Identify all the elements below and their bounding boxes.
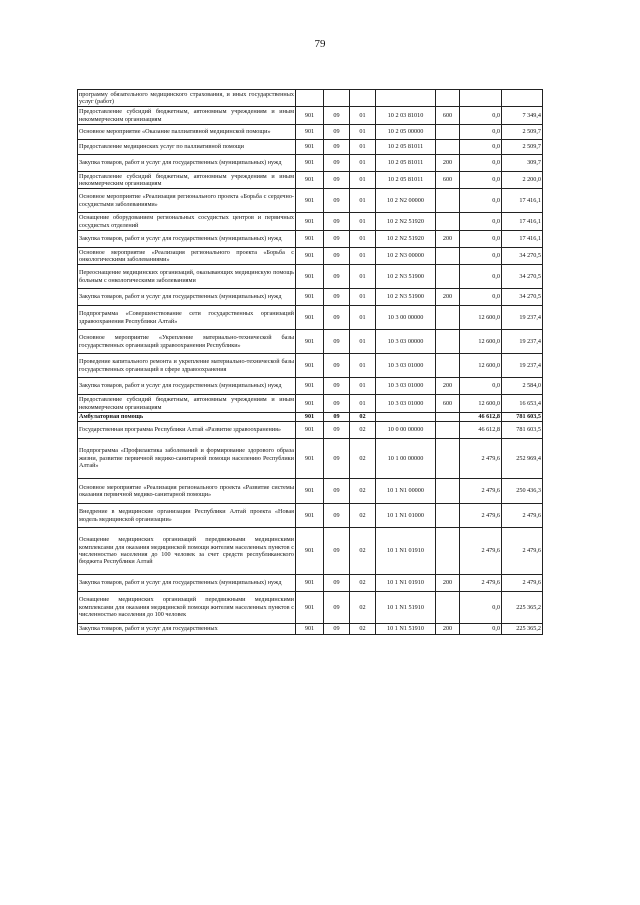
table-row <box>78 479 543 504</box>
table-cell-subsection: 01 <box>350 248 376 265</box>
table-cell-subsection: 01 <box>350 354 376 378</box>
table-cell-subsection: 01 <box>350 213 376 231</box>
table-row <box>78 592 543 624</box>
table-cell-amount-1: 0,0 <box>460 378 502 395</box>
table-cell-ministry: 901 <box>296 528 324 575</box>
table-cell-expense-type <box>436 528 460 575</box>
table-cell-amount-1: 2 479,6 <box>460 439 502 479</box>
table-cell-amount-1: 2 479,6 <box>460 479 502 504</box>
table-cell-amount-1: 0,0 <box>460 265 502 289</box>
table-cell-target-code: 10 1 N1 51910 <box>376 624 436 635</box>
table-cell-expense-type: 200 <box>436 575 460 592</box>
table-row <box>78 624 543 635</box>
table-cell-subsection: 01 <box>350 125 376 140</box>
table-cell-name: Переоснащение медицинских организаций, оказывающих медицинскую помощь больным с онкологическими заболеваниями <box>78 265 296 289</box>
table-cell-amount-2: 2 479,6 <box>502 528 543 575</box>
table-cell-section: 09 <box>324 140 350 155</box>
table-row <box>78 289 543 306</box>
table-row <box>78 413 543 422</box>
table-cell-ministry: 901 <box>296 422 324 439</box>
table-cell-target-code: 10 3 00 00000 <box>376 306 436 330</box>
table-cell-target-code: 10 2 03 81010 <box>376 107 436 125</box>
table-cell-amount-1: 12 600,0 <box>460 354 502 378</box>
table-cell-subsection: 01 <box>350 378 376 395</box>
table-cell-name: Государственная программа Республики Алтай «Развитие здравоохранения» <box>78 422 296 439</box>
table-cell-subsection: 02 <box>350 592 376 624</box>
table-cell-section: 09 <box>324 439 350 479</box>
table-cell-amount-1: 2 479,6 <box>460 504 502 528</box>
table-cell-ministry: 901 <box>296 172 324 189</box>
table-cell-ministry: 901 <box>296 413 324 422</box>
table-row <box>78 107 543 125</box>
table-cell-ministry: 901 <box>296 306 324 330</box>
table-cell-subsection: 02 <box>350 504 376 528</box>
table-cell-name: Оснащение медицинских организаций передвижными медицинскими комплексами для оказания медицинской помощи жителям населенных пунктов с численностью населения до 100 человек <box>78 592 296 624</box>
table-cell-subsection: 01 <box>350 107 376 125</box>
table-cell-amount-1: 46 612,8 <box>460 413 502 422</box>
table-row <box>78 189 543 213</box>
table-cell-amount-1: 0,0 <box>460 289 502 306</box>
table-row <box>78 422 543 439</box>
table-cell-amount-1: 12 600,0 <box>460 306 502 330</box>
table-cell-subsection: 02 <box>350 528 376 575</box>
table-cell-amount-1: 0,0 <box>460 155 502 172</box>
table-cell-amount-2: 2 584,0 <box>502 378 543 395</box>
table-cell-name: Основное мероприятие «Оказание паллиативной медицинской помощи» <box>78 125 296 140</box>
table-row <box>78 528 543 575</box>
table-row <box>78 504 543 528</box>
table-cell-name: Закупка товаров, работ и услуг для государственных (муниципальных) нужд <box>78 575 296 592</box>
table-cell-name: программу обязательного медицинского страхования, и иных государственных услуг (работ) <box>79 90 294 105</box>
table-cell-name: Оснащение оборудованием региональных сосудистых центров и первичных сосудистых отделений <box>79 214 294 229</box>
table-cell-subsection: 01 <box>350 289 376 306</box>
table-cell-subsection: 02 <box>350 575 376 592</box>
table-cell-amount-2: 16 653,4 <box>502 395 543 413</box>
table-cell-amount-1: 46 612,8 <box>460 422 502 439</box>
table-cell-expense-type: 200 <box>436 289 460 306</box>
table-cell-section: 09 <box>324 624 350 635</box>
table-cell-amount-2: 17 416,1 <box>502 231 543 248</box>
table-cell-expense-type: 600 <box>436 395 460 413</box>
table-cell-amount-1: 2 479,6 <box>460 528 502 575</box>
table-row <box>78 155 543 172</box>
table-row <box>78 354 543 378</box>
table-cell-subsection: 01 <box>350 140 376 155</box>
table-row <box>78 140 543 155</box>
table-row <box>78 575 543 592</box>
table-body <box>78 90 543 635</box>
table-row <box>78 378 543 395</box>
table-cell-section: 09 <box>324 289 350 306</box>
table-cell-amount-2: 781 603,5 <box>502 422 543 439</box>
table-row <box>78 172 543 189</box>
table-cell-amount-1 <box>460 90 502 107</box>
table-cell-section: 09 <box>324 125 350 140</box>
table-cell-expense-type <box>436 265 460 289</box>
table-cell-amount-1: 12 600,0 <box>460 395 502 413</box>
table-row <box>78 265 543 289</box>
table-cell-ministry: 901 <box>296 354 324 378</box>
table-cell-ministry: 901 <box>296 395 324 413</box>
table-cell-expense-type <box>436 125 460 140</box>
table-row <box>78 248 543 265</box>
table-cell-expense-type <box>436 306 460 330</box>
table-cell-name: Закупка товаров, работ и услуг для государственных <box>78 624 296 635</box>
table-cell-section: 09 <box>324 504 350 528</box>
page-number: 79 <box>314 38 326 50</box>
table-cell-expense-type <box>436 90 460 107</box>
table-cell-section: 09 <box>324 330 350 354</box>
table-cell-amount-2: 250 436,3 <box>502 479 543 504</box>
table-cell-target-code: 10 2 N2 51920 <box>376 213 436 231</box>
table-cell-expense-type <box>436 330 460 354</box>
table-cell-target-code: 10 1 N1 01910 <box>376 528 436 575</box>
table-cell-ministry: 901 <box>296 504 324 528</box>
table-cell-amount-2: 781 603,5 <box>502 413 543 422</box>
table-cell-name: Подпрограмма «Совершенствование сети государственных организаций здравоохранения Республики Алтай» <box>78 306 296 330</box>
table-cell-target-code <box>376 90 436 107</box>
table-cell-ministry: 901 <box>296 289 324 306</box>
table-cell-amount-1: 12 600,0 <box>460 330 502 354</box>
table-row <box>78 439 543 479</box>
table-cell-expense-type <box>436 189 460 213</box>
table-cell-section: 09 <box>324 592 350 624</box>
table-cell-expense-type <box>436 354 460 378</box>
table-cell-amount-2: 2 509,7 <box>502 125 543 140</box>
table-cell-target-code: 10 3 03 01000 <box>376 354 436 378</box>
table-cell-amount-2: 225 365,2 <box>502 592 543 624</box>
table-cell-section: 09 <box>324 265 350 289</box>
table-cell-expense-type <box>436 439 460 479</box>
table-cell-name: Предоставление субсидий бюджетным, автономным учреждениям и иным некоммерческим организациям <box>79 108 294 123</box>
table-cell-name: Подпрограмма «Профилактика заболеваний и формирование здорового образа жизни, развитие первичной медико-санитарной помощи населению Республики Алтай» <box>78 439 296 479</box>
table-cell-section: 09 <box>324 528 350 575</box>
table-cell-name: Закупка товаров, работ и услуг для государственных (муниципальных) нужд <box>78 231 296 248</box>
table-row <box>78 306 543 330</box>
table-cell-section: 09 <box>324 413 350 422</box>
table-cell-target-code: 10 1 N1 51910 <box>376 592 436 624</box>
table-cell-ministry: 901 <box>296 231 324 248</box>
table-cell-subsection: 02 <box>350 439 376 479</box>
table-cell-subsection: 02 <box>350 624 376 635</box>
table-cell-section: 09 <box>324 213 350 231</box>
table-cell-expense-type <box>436 422 460 439</box>
table-cell-subsection: 01 <box>350 395 376 413</box>
table-cell-ministry: 901 <box>296 592 324 624</box>
table-cell-target-code: 10 2 N2 51920 <box>376 231 436 248</box>
table-cell-amount-1: 0,0 <box>460 231 502 248</box>
table-cell-expense-type: 200 <box>436 231 460 248</box>
table-cell-amount-2: 309,7 <box>502 155 543 172</box>
table-cell-amount-1: 0,0 <box>460 213 502 231</box>
table-cell-target-code: 10 1 N1 00000 <box>376 479 436 504</box>
table-cell-ministry: 901 <box>296 213 324 231</box>
table-cell-target-code: 10 0 00 00000 <box>376 422 436 439</box>
table-cell-name: Основное мероприятие «Реализация регионального проекта «Развитие системы оказания первичной медико-санитарной помощи» <box>78 479 296 504</box>
table-cell-amount-2: 2 509,7 <box>502 140 543 155</box>
table-cell-ministry: 901 <box>296 330 324 354</box>
table-cell-name: Закупка товаров, работ и услуг для государственных (муниципальных) нужд <box>78 289 296 306</box>
table-cell-target-code: 10 2 05 81011 <box>376 172 436 189</box>
table-cell-subsection: 02 <box>350 422 376 439</box>
table-cell-amount-2: 34 270,5 <box>502 265 543 289</box>
table-cell-name: Внедрение в медицинские организации Республики Алтай проекта «Новая модель медицинской организации» <box>78 504 296 528</box>
table-cell-name: Амбулаторная помощь <box>78 413 296 422</box>
table-cell-expense-type: 600 <box>436 172 460 189</box>
table-cell-target-code: 10 2 N2 00000 <box>376 189 436 213</box>
table-cell-ministry: 901 <box>296 125 324 140</box>
table-cell-amount-1: 0,0 <box>460 248 502 265</box>
table-cell-amount-1: 0,0 <box>460 107 502 125</box>
table-cell-name: Предоставление субсидий бюджетным, автономным учреждениям и иным некоммерческим организациям <box>79 396 294 411</box>
table-cell-section: 09 <box>324 189 350 213</box>
table-cell-name: Основное мероприятие «Реализация регионального проекта «Борьба с онкологическими заболеваниями» <box>79 248 294 263</box>
table-cell-name: Закупка товаров, работ и услуг для государственных (муниципальных) нужд <box>78 155 296 172</box>
table-cell-section: 09 <box>324 354 350 378</box>
table-cell-amount-2: 2 479,6 <box>502 504 543 528</box>
table-cell-name: Оснащение медицинских организаций передвижными медицинскими комплексами для оказания медицинской помощи жителям населенных пунктов с численностью населения до 100 человек за счет средств республиканского бюджета Республики Алтай <box>78 528 296 575</box>
table-cell-expense-type <box>436 413 460 422</box>
table-cell-subsection: 01 <box>350 155 376 172</box>
table-cell-name: Основное мероприятие «Укрепление материально-технической базы государственных организаций здравоохранения Республики» <box>78 330 296 354</box>
table-cell-name: Предоставление субсидий бюджетным, автономным учреждениям и иным некоммерческим организациям <box>79 172 294 187</box>
table-cell-amount-2: 19 237,4 <box>502 354 543 378</box>
budget-table <box>77 89 543 635</box>
table-cell-section <box>324 90 350 107</box>
table-cell-ministry: 901 <box>296 248 324 265</box>
table-cell-amount-1: 2 479,6 <box>460 575 502 592</box>
table-cell-expense-type: 200 <box>436 624 460 635</box>
table-cell-section: 09 <box>324 107 350 125</box>
table-cell-amount-2 <box>502 90 543 107</box>
table-cell-amount-2: 19 237,4 <box>502 306 543 330</box>
table-cell-section: 09 <box>324 155 350 172</box>
table-cell-amount-2: 7 349,4 <box>502 107 543 125</box>
table-cell-target-code: 10 3 03 01000 <box>376 395 436 413</box>
table-cell-subsection: 01 <box>350 231 376 248</box>
table-cell-ministry: 901 <box>296 378 324 395</box>
table-cell-section: 09 <box>324 248 350 265</box>
table-cell-target-code: 10 2 N3 00000 <box>376 248 436 265</box>
table-cell-ministry: 901 <box>296 265 324 289</box>
table-cell-expense-type <box>436 140 460 155</box>
table-cell-amount-2: 17 416,1 <box>502 213 543 231</box>
table-cell-subsection: 01 <box>350 265 376 289</box>
table-cell-amount-1: 0,0 <box>460 140 502 155</box>
table-cell-target-code: 10 2 N3 51900 <box>376 265 436 289</box>
table-cell-amount-2: 252 969,4 <box>502 439 543 479</box>
table-cell-amount-2: 2 200,0 <box>502 172 543 189</box>
table-cell-target-code: 10 2 05 81011 <box>376 155 436 172</box>
table-cell-subsection: 02 <box>350 413 376 422</box>
table-cell-ministry: 901 <box>296 107 324 125</box>
table-cell-amount-2: 19 237,4 <box>502 330 543 354</box>
table-cell-ministry: 901 <box>296 479 324 504</box>
table-row <box>78 330 543 354</box>
table-cell-target-code: 10 1 N1 01000 <box>376 504 436 528</box>
table-cell-ministry: 901 <box>296 439 324 479</box>
table-cell-section: 09 <box>324 422 350 439</box>
table-cell-target-code: 10 1 00 00000 <box>376 439 436 479</box>
table-cell-section: 09 <box>324 306 350 330</box>
table-row <box>78 125 543 140</box>
table-cell-expense-type: 200 <box>436 378 460 395</box>
table-cell-expense-type: 600 <box>436 107 460 125</box>
table-cell-expense-type <box>436 479 460 504</box>
table-cell-subsection: 01 <box>350 306 376 330</box>
table-cell-amount-1: 0,0 <box>460 624 502 635</box>
table-cell-ministry <box>296 90 324 107</box>
table-cell-section: 09 <box>324 231 350 248</box>
table-cell-ministry: 901 <box>296 624 324 635</box>
table-cell-section: 09 <box>324 378 350 395</box>
table-cell-name: Проведение капитального ремонта и укрепление материально-технической базы государственных организаций в сфере здравоохранения <box>78 354 296 378</box>
table-cell-target-code: 10 2 05 81011 <box>376 140 436 155</box>
table-cell-amount-2: 34 270,5 <box>502 248 543 265</box>
table-cell-target-code <box>376 413 436 422</box>
table-cell-name: Предоставление медицинских услуг по паллиативной помощи <box>78 140 296 155</box>
table-cell-expense-type: 200 <box>436 155 460 172</box>
table-cell-target-code: 10 3 03 00000 <box>376 330 436 354</box>
table-cell-subsection: 02 <box>350 479 376 504</box>
table-cell-name: Закупка товаров, работ и услуг для государственных (муниципальных) нужд <box>78 378 296 395</box>
table-cell-ministry: 901 <box>296 189 324 213</box>
table-row <box>78 231 543 248</box>
table-cell-amount-2: 17 416,1 <box>502 189 543 213</box>
table-cell-expense-type <box>436 504 460 528</box>
table-cell-subsection <box>350 90 376 107</box>
table-cell-amount-1: 0,0 <box>460 592 502 624</box>
table-cell-subsection: 01 <box>350 330 376 354</box>
table-cell-subsection: 01 <box>350 189 376 213</box>
table-cell-section: 09 <box>324 479 350 504</box>
table-cell-name: Основное мероприятие «Реализация регионального проекта «Борьба с сердечно-сосудистыми заболеваниями» <box>78 189 296 213</box>
table-cell-subsection: 01 <box>350 172 376 189</box>
table-cell-amount-2: 34 270,5 <box>502 289 543 306</box>
table-cell-ministry: 901 <box>296 140 324 155</box>
table-row <box>78 213 543 231</box>
table-cell-amount-2: 225 365,2 <box>502 624 543 635</box>
table-cell-target-code: 10 3 03 01000 <box>376 378 436 395</box>
table-cell-amount-1: 0,0 <box>460 172 502 189</box>
table-cell-amount-1: 0,0 <box>460 125 502 140</box>
table-cell-section: 09 <box>324 395 350 413</box>
table-row <box>78 395 543 413</box>
table-row <box>78 90 543 107</box>
table-cell-section: 09 <box>324 575 350 592</box>
table-cell-target-code: 10 1 N1 01910 <box>376 575 436 592</box>
table-cell-expense-type <box>436 248 460 265</box>
table-cell-ministry: 901 <box>296 155 324 172</box>
table-cell-target-code: 10 2 N3 51900 <box>376 289 436 306</box>
table-cell-ministry: 901 <box>296 575 324 592</box>
table-cell-section: 09 <box>324 172 350 189</box>
table-cell-expense-type <box>436 592 460 624</box>
table-cell-expense-type <box>436 213 460 231</box>
table-cell-target-code: 10 2 05 00000 <box>376 125 436 140</box>
table-cell-amount-2: 2 479,6 <box>502 575 543 592</box>
table-cell-amount-1: 0,0 <box>460 189 502 213</box>
